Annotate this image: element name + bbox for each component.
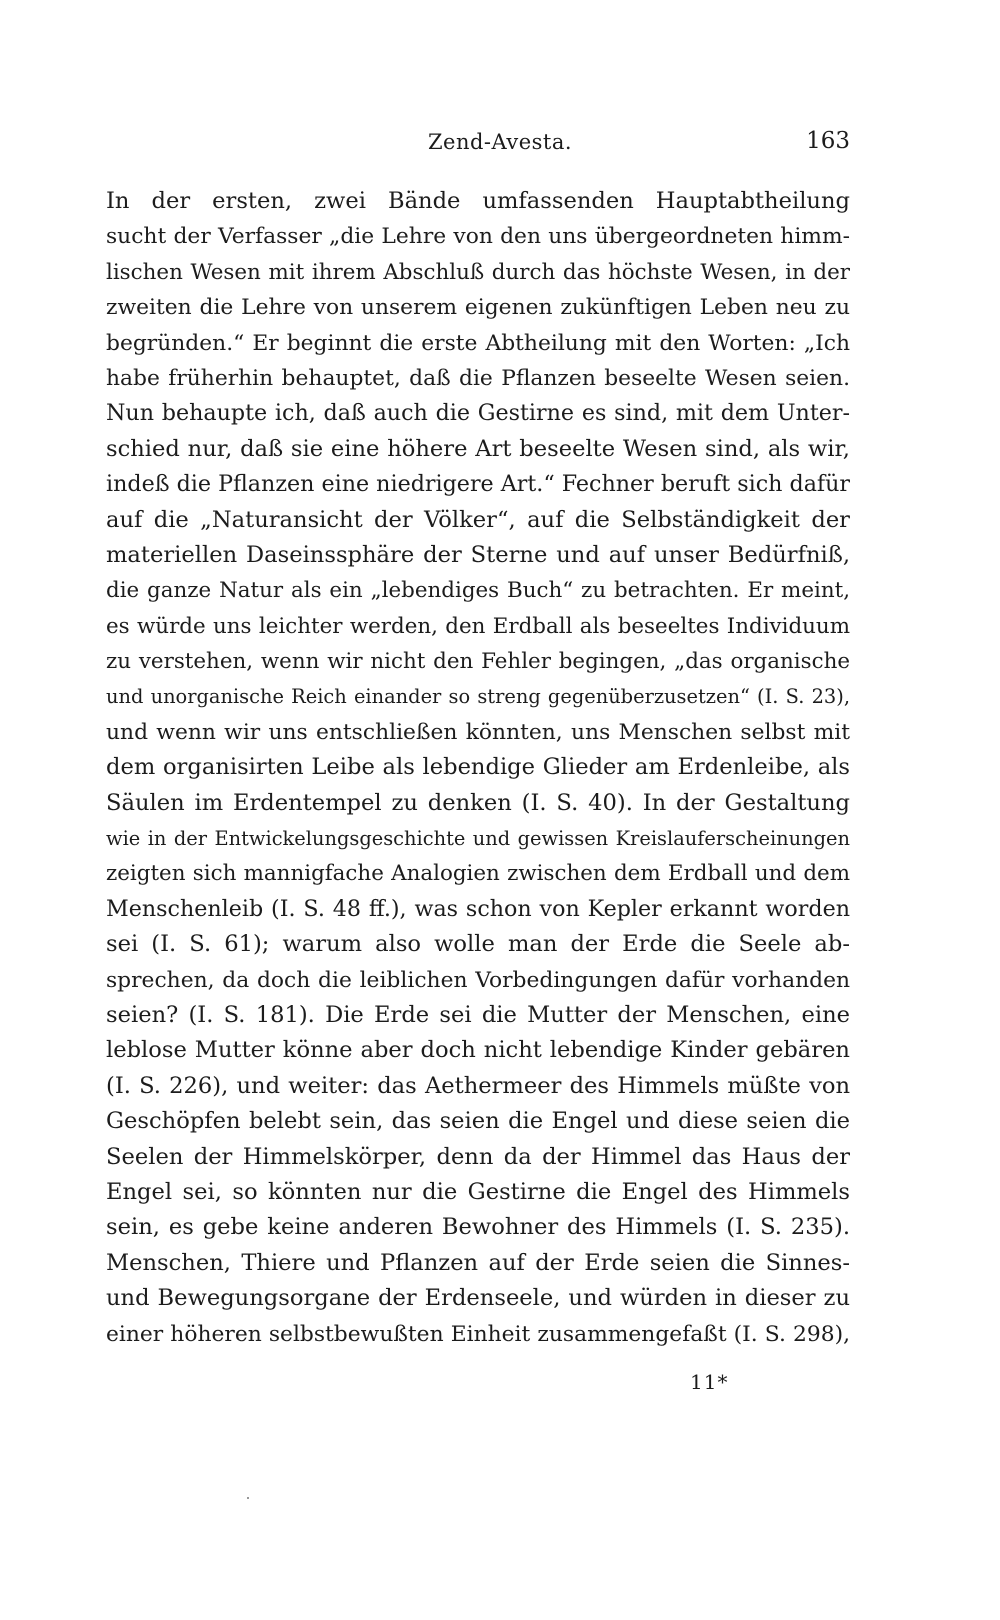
text-line: sprechen, da doch die leiblichen Vorbedingungen dafür vorhanden xyxy=(106,967,850,993)
text-line: Menschen, Thiere und Pflanzen auf der Erde seien die Sinnes- xyxy=(106,1249,850,1276)
signature-mark: 11* xyxy=(690,1370,729,1394)
text-line: sei (I. S. 61); warum also wolle man der Erde die Seele ab- xyxy=(106,931,850,958)
text-line: begründen.“ Er beginnt die erste Abtheilung mit den Worten: „Ich xyxy=(106,330,850,356)
text-line: und Bewegungsorgane der Erdenseele, und würden in dieser zu xyxy=(106,1285,850,1312)
text-line: Seelen der Himmelskörper, denn da der Himmel das Haus der xyxy=(106,1143,850,1170)
text-line: leblose Mutter könne aber doch nicht lebendige Kinder gebären xyxy=(106,1037,850,1064)
text-line: Menschenleib (I. S. 48 ff.), was schon von Kepler erkannt worden xyxy=(106,895,850,922)
running-title: Zend-Avesta. xyxy=(427,130,573,154)
text-line: habe früherhin behauptet, daß die Pflanzen beseelte Wesen seien. xyxy=(106,365,850,391)
text-line: zweiten die Lehre von unserem eigenen zukünftigen Leben neu zu xyxy=(106,295,850,321)
text-line: Säulen im Erdentempel zu denken (I. S. 40). In der Gestaltung xyxy=(106,789,850,816)
text-line: zu verstehen, wenn wir nicht den Fehler begingen, „das organische xyxy=(106,649,850,675)
text-line: materiellen Daseinssphäre der Sterne und auf unser Bedürfniß, xyxy=(106,541,850,568)
text-line: sein, es gebe keine anderen Bewohner des Himmels (I. S. 235). xyxy=(106,1214,850,1241)
text-line: die ganze Natur als ein „lebendiges Buch“ zu betrachten. Er meint, xyxy=(106,578,850,604)
text-line: seien? (I. S. 181). Die Erde sei die Mutter der Menschen, eine xyxy=(106,1001,850,1028)
text-line: (I. S. 226), und weiter: das Aethermeer des Himmels müßte von xyxy=(106,1072,850,1099)
text-line: und wenn wir uns entschließen könnten, uns Menschen selbst mit xyxy=(106,719,850,745)
text-line: wie in der Entwickelungsgeschichte und gewissen Kreislauferscheinungen xyxy=(106,827,850,851)
text-line: Nun behaupte ich, daß auch die Gestirne es sind, mit dem Unter- xyxy=(106,400,850,427)
text-line: In der ersten, zwei Bände umfassenden Hauptabtheilung xyxy=(106,188,850,214)
text-line: indeß die Pflanzen eine niedrigere Art.“ Fechner beruft sich dafür xyxy=(106,471,850,498)
text-line: Geschöpfen belebt sein, das seien die Engel und diese seien die xyxy=(106,1108,850,1135)
page-number: 163 xyxy=(806,128,850,154)
text-line: es würde uns leichter werden, den Erdball als beseeltes Individuum xyxy=(106,613,850,639)
text-line: lischen Wesen mit ihrem Abschluß durch das höchste Wesen, in der xyxy=(106,259,850,285)
text-line: auf die „Naturansicht der Völker“, auf die Selbständigkeit der xyxy=(106,506,850,533)
text-line: dem organisirten Leibe als lebendige Glieder am Erdenleibe, als xyxy=(106,754,850,781)
text-line: und unorganische Reich einander so streng gegenüberzusetzen“ (I. S. 23), xyxy=(106,685,850,709)
body-text xyxy=(106,184,850,1352)
text-line: schied nur, daß sie eine höhere Art beseelte Wesen sind, als wir, xyxy=(106,435,850,462)
text-line: einer höheren selbstbewußten Einheit zusammengefaßt (I. S. 298), xyxy=(106,1321,850,1347)
text-line: Engel sei, so könnten nur die Gestirne die Engel des Himmels xyxy=(106,1178,850,1205)
text-line: zeigten sich mannigfache Analogien zwischen dem Erdball und dem xyxy=(106,861,850,887)
paper-speck xyxy=(247,1497,249,1499)
running-head xyxy=(0,128,1000,160)
text-line: sucht der Verfasser „die Lehre von den uns übergeordneten himm- xyxy=(106,224,850,250)
